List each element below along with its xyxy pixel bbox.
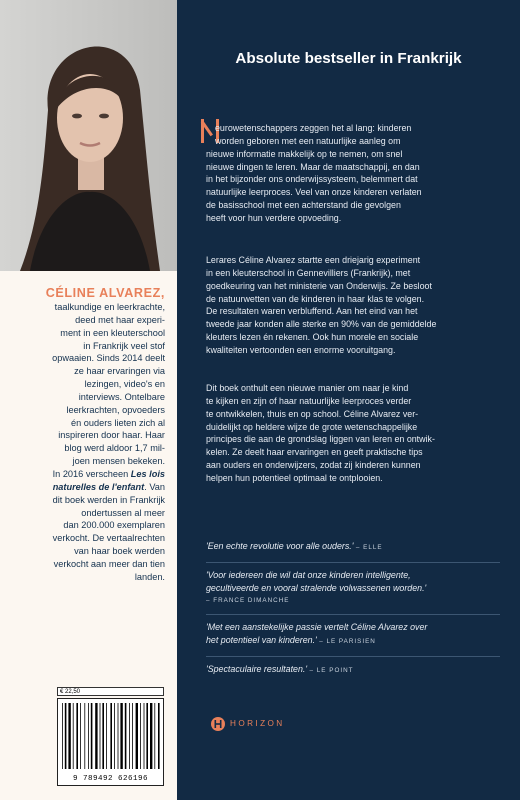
paragraph-line: duidelijkt op heldere wijze de grote wetenschappelijke (206, 421, 418, 432)
paragraph-text: worden geboren met een natuurlijke aanleg om (215, 135, 401, 146)
bio-line: taalkundige en leerkrachte, (54, 302, 165, 312)
barcode-bar (146, 703, 148, 769)
paragraph-line: kwaliteiten vertoonden een enorme vooruitgang. (206, 344, 396, 355)
paragraph-line: De resultaten waren verbluffend. Aan het eind van het (206, 306, 418, 317)
paragraph-line: te ontwikkelen, thuis en op school. Céline Alvarez ver- (206, 408, 419, 419)
review-quote (206, 614, 500, 656)
paragraph-line: helpen hun potentieel optimaal te ontplooien. (206, 472, 383, 483)
barcode-bar (91, 703, 93, 769)
barcode-bar (76, 703, 78, 769)
paragraph-line: natuurlijke leerproces. Veel van onze kinderen verlaten (206, 187, 422, 198)
barcode-bar (88, 703, 89, 769)
author-name: CÉLINE ALVAREZ, (45, 286, 165, 300)
bio-line: in Frankrijk veel stof (83, 340, 165, 351)
paragraph-text: eurowetenschappers zeggen het al lang: kinderen (215, 123, 412, 133)
author-photo (0, 0, 177, 271)
bio-line: deed met haar experi- (75, 314, 165, 325)
quote-text: 'Spectaculaire resultaten.' (206, 664, 308, 675)
bio-line: verkocht. De vertaalrechten (52, 533, 165, 544)
paragraph-line: in het bijzonder ons onderwijssysteem, belemmert dat (206, 174, 418, 185)
quote-source: – FRANCE DIMANCHE (206, 596, 290, 604)
bio-line: landen. (134, 571, 165, 582)
paragraph-line: nieuwe informatie makkelijk op te nemen, om snel (206, 148, 403, 159)
quote-source: – LE POINT (309, 667, 354, 675)
headline: Absolute bestseller in Frankrijk (235, 50, 462, 67)
bio-line: joen mensen bekeken. (72, 456, 165, 467)
bio-line: opwaaien. Sinds 2014 deelt (52, 353, 165, 364)
review-quote (206, 540, 500, 562)
barcode-bar (84, 703, 85, 769)
book-title: Les lois (130, 468, 165, 479)
paragraph-line: Dit boek onthult een nieuwe manier om naar je kind (206, 383, 409, 393)
quote-text: 'Een echte revolutie voor alle ouders.' (206, 541, 354, 551)
barcode-bar (132, 703, 133, 769)
bio-line: ment in een kleuterschool (60, 327, 165, 338)
quote-text: 'Met een aanstekelijke passie vertelt Céline Alvarez over (206, 622, 428, 633)
paragraph-line: kelen. Ze deelt haar ervaringen en geeft praktische tips (206, 447, 423, 458)
paragraph-3 (206, 382, 500, 485)
price-label: € 22,50 (57, 687, 164, 696)
paragraph-line: tweede jaar konden alle sterke en 90% van de gemiddelde (206, 319, 437, 330)
paragraph-line: in een kleuterschool in Gennevilliers (Frankrijk), met (206, 267, 411, 278)
barcode-bar (154, 703, 155, 769)
author-portrait-image (0, 0, 177, 271)
barcode-bar (106, 703, 107, 769)
paragraph-line: principes die aan de grondslag liggen van leren en ontwik- (206, 434, 435, 445)
bio-line: verkocht aan meer dan tien (53, 558, 165, 569)
barcode-bar (100, 703, 101, 769)
review-quotes (206, 540, 500, 685)
bio-line-with-title (5, 468, 165, 481)
bio-text: In 2016 verscheen (52, 468, 129, 479)
paragraph-line: te kijken en zijn of haar natuurlijke leerproces verder (206, 395, 412, 406)
barcode-bar (114, 703, 115, 769)
quote-source: – ELLE (355, 544, 383, 551)
review-quote (206, 562, 500, 615)
barcode (57, 698, 164, 786)
paragraph-line: nieuwe dingen te leren. Maar de maatschappij, en dan (206, 161, 420, 172)
barcode-bar (102, 703, 104, 769)
barcode-bar (73, 703, 74, 769)
review-quote (206, 656, 500, 685)
barcode-bar (150, 703, 152, 769)
paragraph-line: Lerares Céline Alvarez startte een driejarig experiment (206, 255, 421, 265)
bio-line: lezingen, video's en (84, 379, 165, 390)
paragraph-1 (206, 122, 500, 225)
barcode-bar (62, 703, 63, 769)
paragraph-line (206, 135, 500, 148)
paragraph-line: heeft voor hun verdere opvoeding. (206, 212, 342, 223)
paragraph-line: de natuurwetten van de kinderen in haar klas te volgen. (206, 293, 425, 304)
bio-line: inspireren door haar. Haar (58, 430, 165, 441)
publisher-name: HORIZON (230, 719, 285, 728)
paragraph-line: kleuters lezen én rekenen. Ook hun morele en sociale (206, 332, 419, 343)
barcode-bar (110, 703, 112, 769)
bio-line: blog werd aldoor 1,7 mil- (64, 443, 165, 454)
bio-line: ze haar ervaringen via (74, 366, 165, 377)
barcode-bar (95, 703, 97, 769)
barcode-bar (120, 703, 122, 769)
barcode-bar (140, 703, 141, 769)
quote-text: het potentieel van kinderen.' (206, 635, 317, 646)
bio-line: van haar boek werden (74, 546, 165, 557)
barcode-bar (136, 703, 138, 769)
paragraph-line: aan ouders en onderwijzers, zodat zij kinderen kunnen (206, 460, 421, 471)
bio-line: leerkrachten, opvoeders (66, 404, 165, 415)
bio-line: én ouders lieten zich al (71, 417, 165, 428)
right-panel (177, 0, 520, 800)
bio-line-with-title (5, 481, 165, 494)
bio-text: . Van (144, 481, 165, 492)
barcode-bar (125, 703, 127, 769)
paragraph-2 (206, 254, 500, 357)
barcode-bar (80, 703, 81, 769)
paragraph-line: goedkeuring van het ministerie van Onderwijs. Ze besloot (206, 280, 432, 291)
left-panel (0, 0, 177, 800)
paragraph-line (206, 122, 500, 135)
horizon-logo-icon (211, 717, 225, 731)
bio-line: dan 200.000 exemplaren (63, 520, 165, 531)
bio-line: dit boek werden in Frankrijk (52, 494, 165, 505)
quote-source: – LE PARISIEN (319, 638, 376, 646)
barcode-bar (129, 703, 130, 769)
book-title: naturelles de l'enfant (52, 481, 145, 492)
barcode-bar (158, 703, 160, 769)
barcode-bar (65, 703, 67, 769)
bio-line: interviews. Ontelbare (78, 391, 165, 402)
barcode-bars (58, 699, 163, 773)
paragraph-line: de basisschool met een achterstand die gevolgen (206, 200, 401, 211)
author-bio (5, 301, 165, 584)
quote-text: 'Voor iedereen die wil dat onze kinderen intelligente, (206, 569, 411, 580)
bio-line: ondertussen al meer (81, 507, 165, 518)
barcode-bar (118, 703, 119, 769)
barcode-bar (144, 703, 145, 769)
isbn-number: 9 789492 626196 (72, 775, 148, 783)
quote-text: gecultiveerde en vooral stralende volwassenen worden.' (206, 582, 427, 593)
barcode-bar (68, 703, 70, 769)
